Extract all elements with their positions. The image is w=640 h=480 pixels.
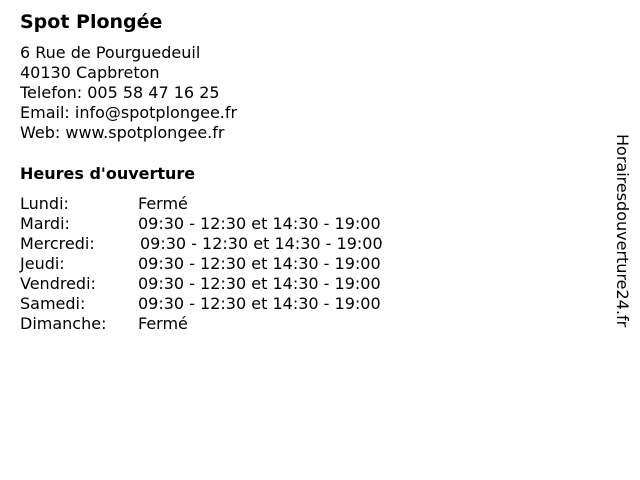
site-watermark: Horairesdouverture24.fr: [613, 134, 632, 328]
website-address: Web: www.spotplongee.fr: [20, 123, 225, 142]
day-label: Mercredi:: [20, 234, 95, 253]
day-label: Dimanche:: [20, 314, 107, 333]
day-hours: Fermé: [138, 194, 188, 213]
day-hours: 09:30 - 12:30 et 14:30 - 19:00: [138, 294, 381, 313]
day-label: Samedi:: [20, 294, 86, 313]
contact-block: [20, 43, 237, 143]
address-street: 6 Rue de Pourguedeuil: [20, 43, 201, 62]
day-label: Jeudi:: [20, 254, 65, 273]
hours-heading: Heures d'ouverture: [20, 164, 196, 183]
day-hours: 09:30 - 12:30 et 14:30 - 19:00: [138, 214, 381, 233]
day-hours: Fermé: [138, 314, 188, 333]
day-hours: 09:30 - 12:30 et 14:30 - 19:00: [138, 254, 381, 273]
day-label: Lundi:: [20, 194, 69, 213]
phone-number: Telefon: 005 58 47 16 25: [20, 83, 220, 102]
business-name: Spot Plongée: [20, 11, 163, 33]
day-label: Mardi:: [20, 214, 70, 233]
day-hours: 09:30 - 12:30 et 14:30 - 19:00: [138, 274, 381, 293]
day-label: Vendredi:: [20, 274, 96, 293]
email-address: Email: info@spotplongee.fr: [20, 103, 238, 122]
address-city: 40130 Capbreton: [20, 63, 160, 82]
day-hours: 09:30 - 12:30 et 14:30 - 19:00: [140, 234, 383, 253]
